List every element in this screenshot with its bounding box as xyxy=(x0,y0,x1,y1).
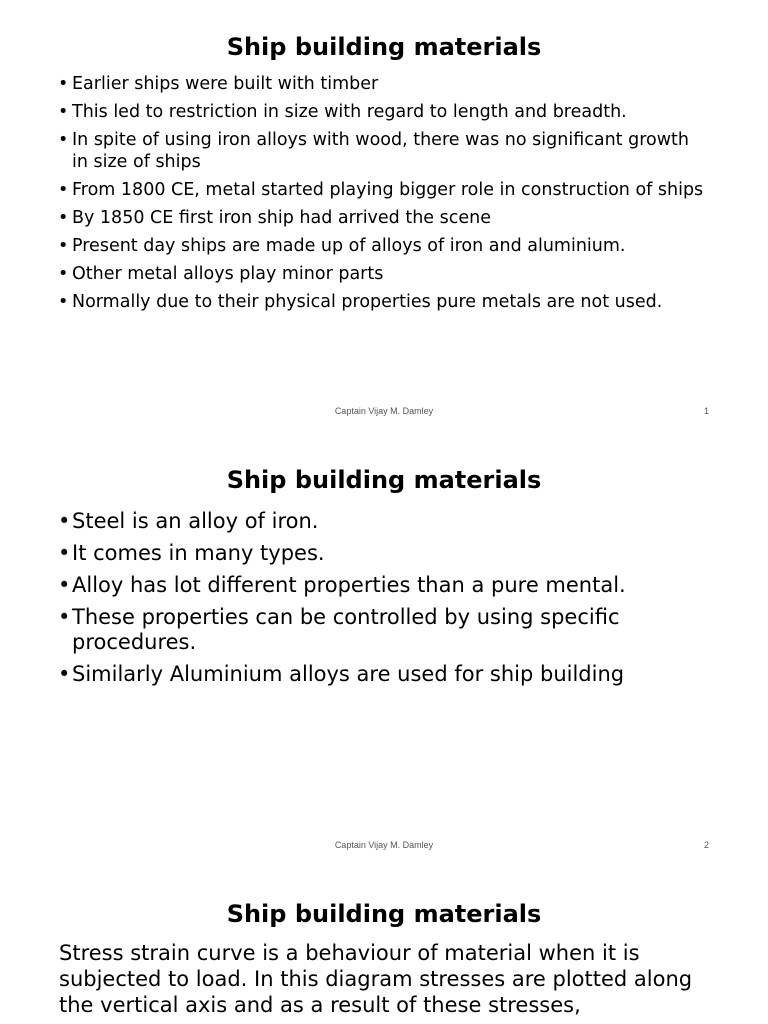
list-item: • Other metal alloys play minor parts xyxy=(58,264,708,286)
list-item: • Normally due to their physical properties pure metals are not used. xyxy=(58,292,708,314)
bullet-list xyxy=(58,74,708,320)
list-item: • By 1850 CE first iron ship had arrived the scene xyxy=(58,208,708,230)
slide-title: Ship building materials xyxy=(226,900,542,928)
list-item: • This led to restriction in size with regard to length and breadth. xyxy=(58,102,708,124)
list-item: • From 1800 CE, metal started playing bigger role in construction of ships xyxy=(58,180,708,202)
slide-2 xyxy=(0,434,768,864)
slide-3 xyxy=(0,868,768,1024)
list-item: • Steel is an alloy of iron. xyxy=(58,509,708,534)
slide-page-number: 1 xyxy=(703,406,709,416)
slide-title: Ship building materials xyxy=(226,466,542,494)
list-item: • In spite of using iron alloys with wood, there was no significant growth in size of ships xyxy=(58,130,708,173)
bullet-list xyxy=(58,509,708,694)
list-item: • These properties can be controlled by using specific procedures. xyxy=(58,605,708,655)
slide-title: Ship building materials xyxy=(226,33,542,61)
list-item: • Present day ships are made up of alloys of iron and aluminium. xyxy=(58,236,708,258)
list-item: • Earlier ships were built with timber xyxy=(58,74,708,96)
list-item: • Alloy has lot different properties than a pure mental. xyxy=(58,573,708,598)
list-item: • Similarly Aluminium alloys are used for ship building xyxy=(58,662,708,687)
list-item: • It comes in many types. xyxy=(58,541,708,566)
slide-footer-author: Captain Vijay M. Damley xyxy=(334,406,434,416)
slide-page-number: 2 xyxy=(703,840,709,850)
slide-footer-author: Captain Vijay M. Damley xyxy=(334,840,434,850)
slide-paragraph: Stress strain curve is a behaviour of material when it is subjected to load. In this diagram stresses are plotted along the vertical axis and as a result of these stresses, xyxy=(59,941,693,1017)
slide-1 xyxy=(0,0,768,430)
